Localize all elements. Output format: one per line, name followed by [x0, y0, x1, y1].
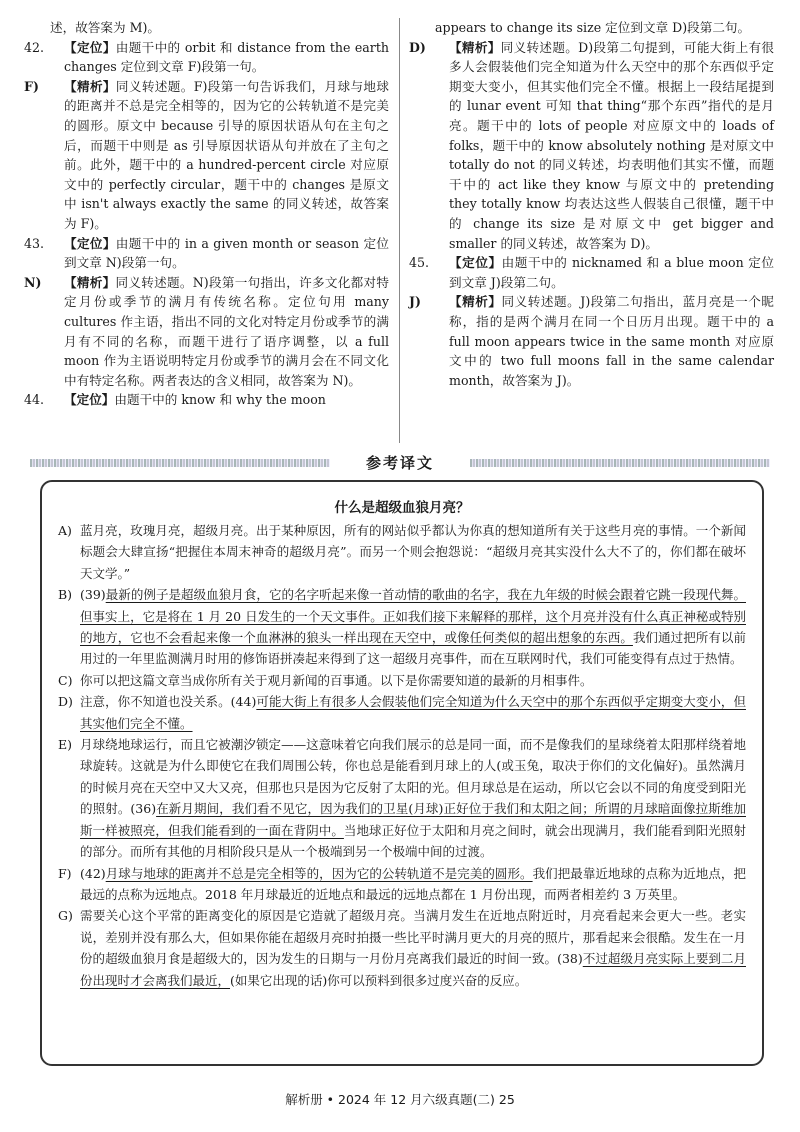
column-divider — [399, 18, 400, 443]
underlined-answer-text: 最新的例子是超级血狼月食，它的名字听起来像一首动情的歌曲的名字，我在九年级的时候会跟着它跳一段现代舞。但事实上，它是将在 1 月 20 日发生的一个天文事件。正如我们接下来解释的那样，这个月亮并没有什么真正神秘或特别的地方，它也不会看起来像一个血淋淋的狼头一样出现在天空中，或像任何类似的超出想象的东西。 — [80, 587, 746, 646]
underlined-answer-text: 可能大街上有很多人会假装他们完全知道为什么天空中的那个东西似乎定期变大变小，但其实他们完全不懂。 — [80, 694, 746, 731]
analysis-text: 同义转述题。D)段第二句提到，可能大街上有很多人会假装他们完全知道为什么天空中的那个东西似乎定期变大变小，但其实他们完全不懂。根据上一段结尾提到的 lunar event 可知 that thing“那个东西”指代的是月亮。题干中的 lots of people 对应原文中的 loads of folks，题干中的 know absolutely nothing 是对原文中 totally do not 的同义转述，均表明他们其实不懂，而题干中的 act like they know 与原文中的 pretending they totally know 均表达这些人假装自己很懂，题干中的 change its size 是对原文中 get bigger and smaller 的同义转述，故答案为 D)。 — [449, 39, 775, 251]
q41-continuation: 述，故答案为 M)。 — [50, 20, 160, 35]
decorative-bar-right — [470, 459, 770, 467]
locate-tag: 【定位】 — [449, 255, 502, 271]
answer-analysis-columns — [24, 18, 776, 448]
decorative-bar-left — [30, 459, 330, 467]
locate-tag: 【定位】 — [64, 39, 116, 55]
page-footer: 解析册 • 2024 年 12 月六级真题(二) 25 — [285, 1092, 515, 1107]
analysis-tag: 【精析】 — [449, 39, 501, 55]
question-number: 44. — [24, 392, 45, 408]
paragraph-label: E) — [58, 737, 73, 753]
locate-text: 由题干中的 know 和 why the moon — [114, 392, 326, 408]
q42-analysis — [24, 77, 389, 234]
translation-title: 什么是超级血狼月亮？ — [334, 500, 470, 516]
analysis-text: 同义转述题。F)段第一句告诉我们，月球与地球的距离并不总是完全相等的，因为它的公转轨道不是完美的圆形。原文中 because 引导的原因状语从句在主句之后，而题干中则是 as 引导原因状语从句并放在了主句之前。此外，题干中的 a hundred-percent circle 对应原文中的 perfectly circular，题干中的 changes 是原文中 isn't always exactly the same 的同义转述，故答案为 F)。 — [64, 78, 389, 231]
locate-text: 由题干中的 orbit 和 distance from the earth changes 定位到文章 F)段第一句。 — [64, 39, 389, 75]
paragraph-label: C) — [58, 672, 73, 688]
locate-text: 由题干中的 nicknamed 和 a blue moon 定位到文章 J)段第二句。 — [449, 255, 775, 290]
paragraph-d: D) 注意，你不知道也没关系。(44)可能大街上有很多人会假装他们完全知道为什么天空中的那个东西似乎定期变大变小，但其实他们完全不懂。 — [58, 691, 746, 734]
locate-text: 由题干中的 in a given month or season 定位到文章 N)段第一句。 — [64, 235, 389, 271]
answer-label: F) — [24, 78, 39, 94]
underlined-answer-text: 在新月期间，我们看不见它，因为我们的卫星(月球)正好位于我们和太阳之间；所谓的月球暗面像拉斯维加斯一样被照亮，但我们能看到的一面在背阴中。 — [80, 801, 746, 838]
question-number: 43. — [24, 235, 45, 251]
paragraph-label: A) — [58, 523, 72, 538]
underlined-answer-text: 不过超级月亮实际上要到二月份出现时才会离我们最近， — [80, 951, 746, 988]
q45-locate — [409, 253, 774, 292]
locate-tag: 【定位】 — [64, 235, 116, 251]
paragraph-label: B) — [58, 587, 73, 603]
question-number: 42. — [24, 39, 45, 55]
q45-analysis — [409, 292, 774, 390]
paragraph-f: F) (42)月球与地球的距离并不总是完全相等的，因为它的公转轨道不是完美的圆形。我们把最靠近地球的点称为近地点，把最远的点称为远地点。2018 年月球最近的近地点和最远的远地点都在 1 月份出现，而两者相差约 3 万英里。 — [58, 863, 746, 906]
q42-locate — [24, 38, 389, 77]
locate-tag: 【定位】 — [64, 392, 115, 408]
paragraph-label: D) — [58, 694, 73, 710]
paragraph-b: B) (39)最新的例子是超级血狼月食，它的名字听起来像一首动情的歌曲的名字，我在九年级的时候会跟着它跳一段现代舞。但事实上，它是将在 1 月 20 日发生的一个天文事件。正如我们接下来解释的那样，这个月亮并没有什么真正神秘或特别的地方，它也不会看起来像一个血淋淋的狼头一样出现在天空中，或像任何类似的超出想象的东西。我们通过把所有以前用过的一年里监测满月时用的修饰语拼凑起来得到了这一超级月亮事件，而在互联网时代，我们可能变得有点过于热情。 — [58, 584, 746, 670]
section-header-bar — [30, 452, 770, 472]
paragraph-a: A) 蓝月亮，玫瑰月亮，超级月亮。出于某种原因，所有的网站似乎都认为你真的想知道所有关于这些月亮的事情。一个新闻标题会大肆宣扬“把握住本周末神奇的超级月亮”。而另一个则会抱怨说：“超级月亮其实没什么大不了的，你们都在破坏天文学。” — [58, 520, 746, 584]
q43-analysis — [24, 273, 389, 391]
question-number: 45. — [409, 255, 430, 271]
q43-locate — [24, 234, 389, 273]
paragraph-c: C) 你可以把这篇文章当成你所有关于观月新闻的百事通。以下是你需要知道的最新的月相事件。 — [58, 670, 746, 691]
answer-label: N) — [24, 274, 42, 290]
paragraph-e: E) 月球绕地球运行，而且它被潮汐锁定——这意味着它向我们展示的总是同一面，而不是像我们的星球绕着太阳那样绕着地球旋转。这就是为什么即使它在我们周围公转，你也总是能看到月球上的人(或玉兔，取决于你们的文化偏好)。虽然满月的时候月亮在天空中又大又亮，但那也只是因为它反射了太阳的光。但月球总是在运动，所以它会以不同的角度受到阳光的照射。(36)在新月期间，我们看不见它，因为我们的卫星(月球)正好位于我们和太阳之间；所谓的月球暗面像拉斯维加斯一样被照亮，但我们能看到的一面在背阴中。当地球正好位于太阳和月亮之间时，就会出现满月，我们能看到阳光照射的部分。而所有其他的月相阶段只是从一个极端到另一个极端中间的过渡。 — [58, 734, 746, 862]
paragraph-label: G) — [58, 908, 73, 924]
q44-locate-continuation: appears to change its size 定位到文章 D)段第二句。 — [435, 20, 751, 35]
answer-label: J) — [409, 294, 421, 310]
analysis-tag: 【精析】 — [64, 274, 116, 290]
q44-locate — [24, 390, 389, 410]
section-title: 参考译文 — [365, 454, 434, 472]
translation-box — [40, 480, 764, 1066]
analysis-text: 同义转述题。J)段第二句指出，蓝月亮是一个昵称，指的是两个满月在同一个日历月出现。题干中的 a full moon appears twice in the same month 对应原文中的 two full moons fall in the same calendar month，故答案为 J)。 — [449, 294, 775, 388]
left-column — [24, 18, 389, 410]
paragraph-label: F) — [58, 865, 72, 881]
analysis-text: 同义转述题。N)段第一句指出，许多文化都对特定月份或季节的满月有传统名称。定位句用 many cultures 作主语，指出不同的文化对特定月份或季节的满月有不同的名称，而题干进行了语序调整，以 a full moon 作为主语说明特定月份或季节的满月会在不同文化中有特定名称。两者表达的含义相同，故答案为 N)。 — [64, 274, 390, 388]
analysis-tag: 【精析】 — [449, 294, 502, 310]
analysis-tag: 【精析】 — [64, 78, 116, 94]
underlined-answer-text: 月球与地球的距离并不总是完全相等的，因为它的公转轨道不是完美的圆形。 — [105, 865, 533, 881]
answer-label: D) — [409, 39, 426, 55]
paragraph-g: G) 需要关心这个平常的距离变化的原因是它造就了超级月亮。当满月发生在近地点附近时，月亮看起来会更大一些。老实说，差别并没有那么大，但如果你能在超级月亮时拍摄一些比平时满月更大的月亮的照片，那看起来会很酷。发生在一月份的超级血狼月食是超级大的，因为发生的日期与一月份月亮离我们最近的时间一致。(38)不过超级月亮实际上要到二月份出现时才会离我们最近，(如果它出现的话)你可以预料到很多过度兴奋的反应。 — [58, 905, 746, 991]
right-column — [409, 18, 774, 390]
q44-analysis — [409, 38, 774, 254]
